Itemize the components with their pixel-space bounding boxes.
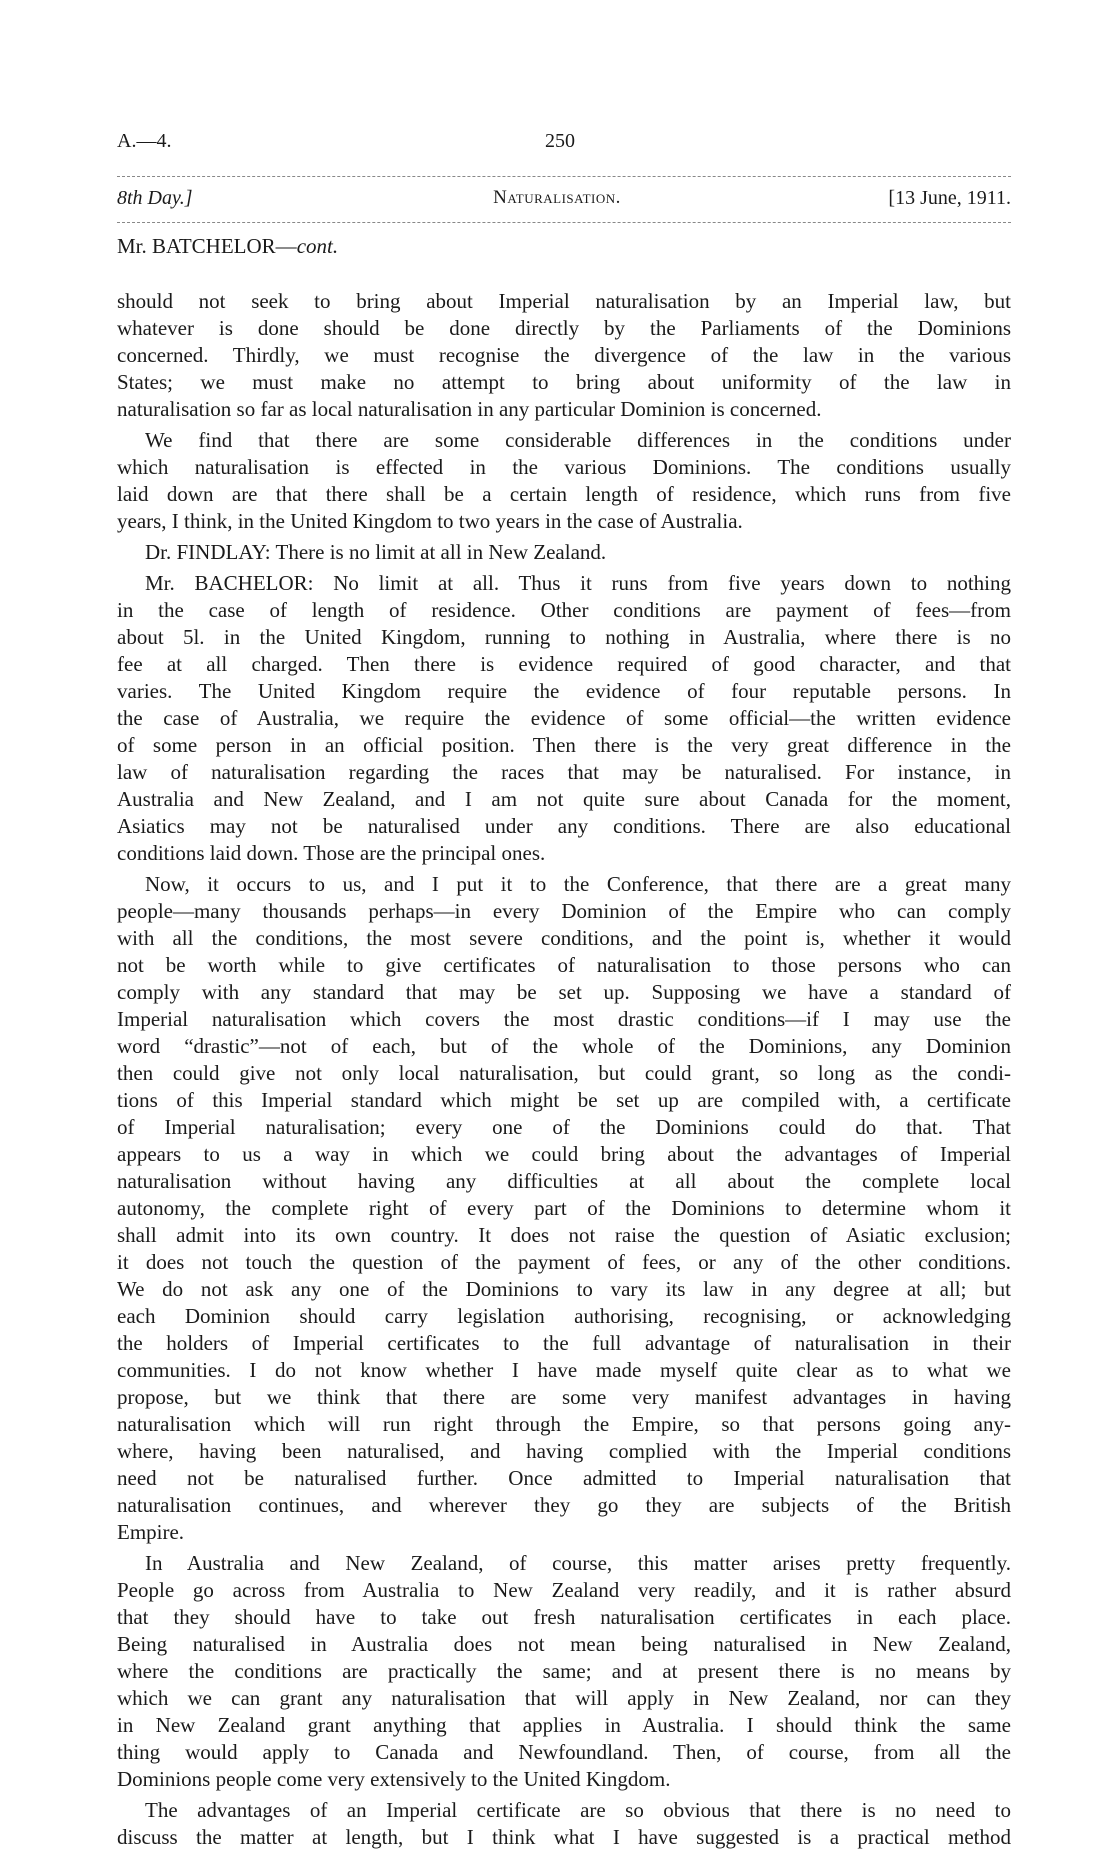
text-line: appears to us a way in which we could bring about the advantages of Imperial <box>117 1142 1011 1166</box>
text-line: it does not touch the question of the payment of fees, or any of the other conditions. <box>117 1250 1011 1274</box>
text-line: each Dominion should carry legislation authorising, recognising, or acknowledging <box>117 1304 1011 1328</box>
text-line: shall admit into its own country. It does not raise the question of Asiatic exclusion; <box>117 1223 1011 1247</box>
text-line: which we can grant any naturalisation that will apply in New Zealand, nor can they <box>117 1686 1011 1710</box>
text-line: discuss the matter at length, but I think what I have suggested is a practical method <box>117 1825 1011 1849</box>
text-line: with all the conditions, the most severe conditions, and the point is, whether it would <box>117 926 1011 950</box>
text-line: the holders of Imperial certificates to the full advantage of naturalisation in their <box>117 1331 1011 1355</box>
text-line: The advantages of an Imperial certificate are so obvious that there is no need to <box>145 1798 1011 1822</box>
text-line: people—many thousands perhaps—in every Dominion of the Empire who can comply <box>117 899 1011 923</box>
sitting-date: [13 June, 1911. <box>888 187 1011 209</box>
sitting-day: 8th Day.] <box>117 187 193 209</box>
text-line: propose, but we think that there are some very manifest advantages in having <box>117 1385 1011 1409</box>
text-line: communities. I do not know whether I have made myself quite clear as to what we <box>117 1358 1011 1382</box>
paragraph <box>117 871 1011 1546</box>
text-line: which naturalisation is effected in the various Dominions. The conditions usually <box>117 455 1011 479</box>
paragraph <box>117 427 1011 535</box>
text-line: In Australia and New Zealand, of course, this matter arises pretty frequently. <box>145 1551 1011 1575</box>
text-line: where, having been naturalised, and having complied with the Imperial conditions <box>117 1439 1011 1463</box>
document-reference: A.—4. <box>117 130 172 152</box>
text-line: People go across from Australia to New Zealand very readily, and it is rather absurd <box>117 1578 1011 1602</box>
text-line: tions of this Imperial standard which might be set up are compiled with, a certificate <box>117 1088 1011 1112</box>
paragraph <box>117 539 1011 566</box>
text-line: varies. The United Kingdom require the evidence of four reputable persons. In <box>117 679 1011 703</box>
text-line: Now, it occurs to us, and I put it to the Conference, that there are a great many <box>145 872 1011 896</box>
text-line: not be worth while to give certificates of naturalisation to those persons who can <box>117 953 1011 977</box>
text-line: Australia and New Zealand, and I am not quite sure about Canada for the moment, <box>117 787 1011 811</box>
paragraph <box>117 1797 1011 1851</box>
text-line: naturalisation so far as local naturalisation in any particular Dominion is concerned. <box>117 397 822 421</box>
text-line: naturalisation continues, and wherever they go they are subjects of the British <box>117 1493 1011 1517</box>
text-line: in New Zealand grant anything that applies in Australia. I should think the same <box>117 1713 1011 1737</box>
text-line: of Imperial naturalisation; every one of the Dominions could do that. That <box>117 1115 1011 1139</box>
text-line: about 5l. in the United Kingdom, running to nothing in Australia, where there is no <box>117 625 1011 649</box>
text-line: Dominions people come very extensively to the United Kingdom. <box>117 1767 671 1791</box>
text-line: Asiatics may not be naturalised under any conditions. There are also educational <box>117 814 1011 838</box>
speaker-continued: cont. <box>296 234 339 258</box>
speaker-heading <box>117 234 338 259</box>
text-line: concerned. Thirdly, we must recognise the divergence of the law in the various <box>117 343 1011 367</box>
text-line: law of naturalisation regarding the races that may be naturalised. For instance, in <box>117 760 1011 784</box>
text-line: whatever is done should be done directly by the Parliaments of the Dominions <box>117 316 1011 340</box>
header-rule-bottom <box>117 222 1011 223</box>
text-line: naturalisation without having any difficulties at all about the complete local <box>117 1169 1011 1193</box>
text-line: Mr. BACHELOR: No limit at all. Thus it runs from five years down to nothing <box>145 571 1011 595</box>
text-line: We find that there are some considerable differences in the conditions under <box>145 428 1011 452</box>
text-line: naturalisation which will run right through the Empire, so that persons going any- <box>117 1412 1011 1436</box>
text-line: should not seek to bring about Imperial naturalisation by an Imperial law, but <box>117 289 1011 313</box>
text-line: autonomy, the complete right of every part of the Dominions to determine whom it <box>117 1196 1011 1220</box>
text-line: need not be naturalised further. Once admitted to Imperial naturalisation that <box>117 1466 1011 1490</box>
text-line: We do not ask any one of the Dominions to vary its law in any degree at all; but <box>117 1277 1011 1301</box>
text-line: then could give not only local naturalisation, but could grant, so long as the condi- <box>117 1061 1011 1085</box>
text-line: in the case of length of residence. Other conditions are payment of fees—from <box>117 598 1011 622</box>
text-line: word “drastic”—not of each, but of the whole of the Dominions, any Dominion <box>117 1034 1011 1058</box>
paragraph <box>117 1550 1011 1793</box>
text-line: laid down are that there shall be a certain length of residence, which runs from five <box>117 482 1011 506</box>
text-line: Being naturalised in Australia does not mean being naturalised in New Zealand, <box>117 1632 1011 1656</box>
header-rule-top <box>117 176 1011 177</box>
page-number: 250 <box>545 130 575 152</box>
text-line: conditions laid down. Those are the principal ones. <box>117 841 546 865</box>
text-line: that they should have to take out fresh naturalisation certificates in each place. <box>117 1605 1011 1629</box>
text-line: thing would apply to Canada and Newfoundland. Then, of course, from all the <box>117 1740 1011 1764</box>
text-line: Empire. <box>117 1520 185 1544</box>
text-line: the case of Australia, we require the evidence of some official—the written evidence <box>117 706 1011 730</box>
text-line: of some person in an official position. Then there is the very great difference in the <box>117 733 1011 757</box>
text-line: Dr. FINDLAY: There is no limit at all in New Zealand. <box>145 540 607 564</box>
section-title: Naturalisation. <box>493 187 621 208</box>
text-line: years, I think, in the United Kingdom to two years in the case of Australia. <box>117 509 743 533</box>
text-line: comply with any standard that may be set up. Supposing we have a standard of <box>117 980 1011 1004</box>
text-line: fee at all charged. Then there is evidence required of good character, and that <box>117 652 1011 676</box>
text-line: Imperial naturalisation which covers the most drastic conditions—if I may use the <box>117 1007 1011 1031</box>
paragraph <box>117 288 1011 423</box>
text-line: where the conditions are practically the same; and at present there is no means by <box>117 1659 1011 1683</box>
speaker-name: Mr. BATCHELOR— <box>117 234 297 258</box>
text-line: States; we must make no attempt to bring about uniformity of the law in <box>117 370 1011 394</box>
paragraph <box>117 570 1011 867</box>
body-text <box>117 288 1011 1851</box>
